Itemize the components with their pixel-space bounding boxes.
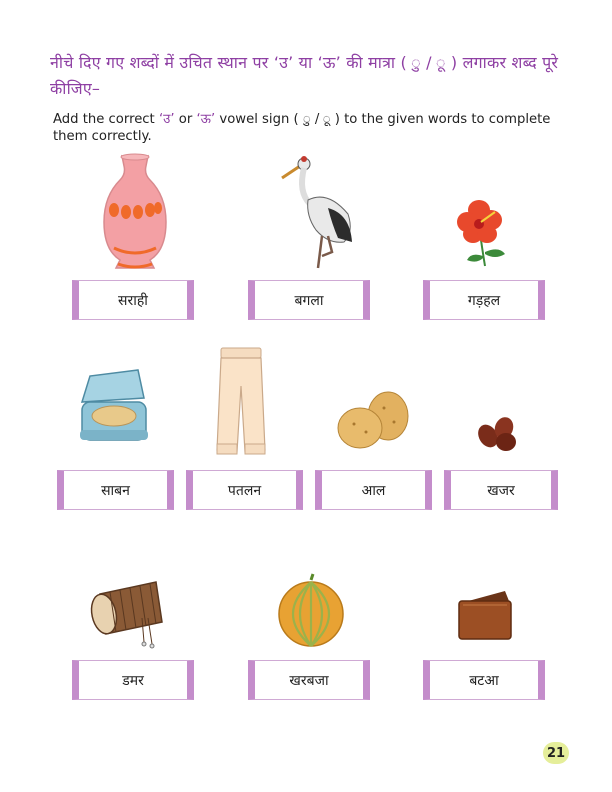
hindi-ya: या [298,53,313,72]
hindi-instruction-suffix: की मात्रा ( ु / ू ) लगाकर शब्द पूरे कीजिए– [50,53,559,98]
word-box-patloon[interactable] [186,470,303,510]
word-batua: बटआ [469,672,499,689]
english-instruction-suffix: vowel sign ( ु / ू ) to the given words to complete them correctly. [53,112,551,144]
potatoes-image [336,388,411,450]
word-box-khajoor[interactable] [444,470,558,510]
vase-image [100,152,170,270]
word-box-damroo[interactable] [72,660,194,700]
word-box-bagula[interactable] [248,280,370,320]
hindi-uu-marker: ‘ऊ’ [317,53,341,72]
crane-bird-image [278,152,358,270]
english-or: or [178,112,193,127]
soap-dish-image [78,368,150,446]
word-kharbooja: खरबजा [289,672,329,689]
page-number: 21 [546,745,566,761]
word-gudhal: गड़हल [467,292,501,309]
word-damroo: डमर [122,672,144,689]
english-instruction [53,111,563,145]
word-saboon: साबन [101,482,130,499]
word-box-surahi[interactable] [72,280,194,320]
hindi-u-marker: ‘उ’ [273,53,294,72]
damru-drum-image [86,578,170,650]
word-box-gudhal[interactable] [423,280,545,320]
english-uu-marker: ‘ऊ’ [196,112,216,127]
word-box-batua[interactable] [423,660,545,700]
word-box-kharbooja[interactable] [248,660,370,700]
trousers-image [213,346,269,456]
word-box-aaloo[interactable] [315,470,432,510]
word-surahi: सराही [118,292,148,309]
english-u-marker: ‘उ’ [158,112,175,127]
dates-image [476,414,522,454]
page-number-badge [543,742,569,764]
word-khajoor: खजर [487,482,515,499]
wallet-image [455,587,515,641]
muskmelon-image [275,572,347,650]
hindi-instruction [50,50,570,102]
word-patloon: पतलन [227,482,262,499]
hindi-instruction-prefix: नीचे दिए गए शब्दों में उचित स्थान पर [50,53,269,72]
word-bagula: बगला [294,292,324,309]
hibiscus-flower-image [455,196,510,268]
word-aaloo: आल [361,482,386,499]
english-instruction-prefix: Add the correct [53,112,155,127]
word-box-saboon[interactable] [57,470,174,510]
